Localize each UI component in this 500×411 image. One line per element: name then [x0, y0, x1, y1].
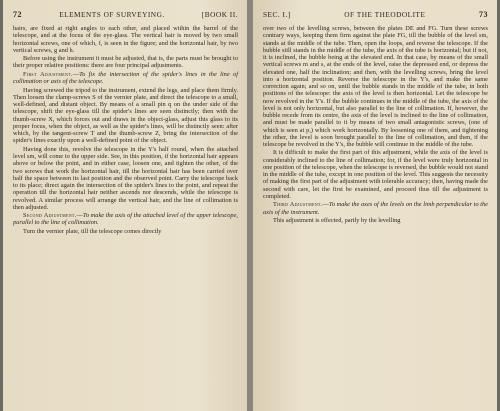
heading-text: To make the axes of the levels on the limb perpendicular to the axis of the instrument.	[263, 201, 488, 216]
heading-label: Second Adjustment.	[23, 212, 77, 220]
running-title: ELEMENTS OF SURVEYING.	[59, 10, 165, 19]
paragraph: hairs, are fixed at right angles to each other, and placed within the barrel of the telescope, and at the focus of the eye-glass. The vertical hair is moved by two small horizontal screws, one of which, f, is seen in the figure; and the horizontal hair, by two vertical screws, g and h.	[13, 25, 238, 54]
section-heading: Third Adjustment.—To make the axes of the levels on the limb perpendicular to the axis of the instrument.	[263, 201, 488, 216]
right-page-header	[263, 10, 488, 19]
heading-text: To fix the intersection of the spider's lines in the line of collimation or axis of the telescope.	[13, 70, 238, 86]
paragraph: Having done this, revolve the telescope in the Y's half round, when the attached level sm, will come to the upper side. See, in this position, if the horizontal hair appears above or below the point, and in either case, loosen one, and tighten the other, of the two screws that work the horizontal hair, till the horizontal hair has been carried over half the space between its last position and the observed point. Carry the telescope back to its place; direct again the intersection of the spider's lines to the point, and repeat the operation till the horizontal hair neither ascends nor descends, while the telescope is revolved. A similar process will arrange the vertical hair, and the line of collimation is then adjusted.	[13, 145, 238, 211]
paragraph: Turn the vernier plate, till the telescope comes directly	[23, 227, 162, 235]
paragraph: over two of the levelling screws, between the plates DE and FG. Turn these screws contrary ways, keeping them firm against the plate FG, till the bubble of the level sm, stands at the middle of the tube. Then, open the loops, and reverse the telescope. If the bubble still stands in the middle of the tube, the axis of the tube is horizontal; but if not, it is inclined, the bubble being at the elevated end. In that case, by means of the small vertical screws m and s, at the ends of the level, raise the depressed end, or depress the elevated one, half the inclination; and then, with the levelling screws, bring the level into a horizontal position. Reverse the telescope in the Y's, and make the same correction again; and so on, until the bubble stands in the middle of the tube, in both positions of the telescope: the axis of the level is then horizontal. Let the telescope be now revolved in the Y's. If the bubble continues in the middle of the tube, the axis of the level is not only horizontal, but also parallel to the line of collimation. If, however, the bubble recede from its centre, the axis of the level is inclined to the line of collimation, and must be made parallel to it by means of two small antagonistic screws, (one of which is seen at p,) which work horizontally. By loosening one of them, and tightening the other, the level is soon brought parallel to the line of collimation, and then, if the telescope be revolved in the Y's, the bubble will continue in the middle of the tube.	[263, 25, 488, 148]
left-page	[3, 0, 247, 411]
left-page-header	[13, 10, 238, 19]
page-number: 72	[13, 10, 22, 19]
paragraph: It is difficult to make the first part of this adjustment, while the axis of the level is considerably inclined to the line of collimation; for, if the level were truly horizontal in one position of the telescope, when the telescope is reversed, the bubble would not stand in the middle of the tube, except in one position of the level. This suggests the necessity of making the first part of the adjustment with tolerable accuracy; then, having made the second with care, let the first be examined, and proceed thus till the adjustment is completed.	[263, 149, 488, 200]
heading-label: Third Adjustment.	[273, 201, 323, 209]
book-label: [BOOK II.	[201, 10, 238, 19]
paragraph: This adjustment is effected, partly by the levelling	[273, 217, 401, 225]
paragraph: Having screwed the tripod to the instrument, extend the legs, and place them firmly. Then loosen the clamp-screws S of the vernier plate, and direct the telescope to a small, well-defined, and distant object. By means of a small pin q on the under side of the telescope, shift the eye-glass till the spider's lines are seen distinctly; then with the thumb-screw X, which forces out and draws in the object-glass, adjust this glass to its proper focus, when the object, as well as the spider's lines, will be distinctly seen: after which, by the tangent-screw T and the thumb-screw Z, bring the intersection of the spider's lines exactly upon a well-defined point of the object.	[13, 86, 238, 145]
right-page	[253, 0, 497, 411]
section-heading: First Adjustment.—To fix the intersection of the spider's lines in the line of collimation or axis of the telescope.	[13, 70, 238, 86]
section-label: SEC. I.]	[263, 10, 291, 19]
heading-label: First Adjustment.	[23, 70, 73, 78]
page-number: 73	[478, 10, 488, 19]
left-page-body	[13, 25, 238, 235]
paragraph: Before using the instrument it must be adjusted, that is, the parts must be brought to their proper relative positions: there are four principal adjustments.	[13, 55, 238, 70]
section-heading: Second Adjustment.—To make the axis of the attached level of the upper telescope, parallel to the line of collimation.	[13, 212, 238, 227]
right-page-body	[263, 25, 488, 224]
running-title: OF THE THEODOLITE	[344, 10, 426, 19]
heading-text: To make the axis of the attached level of the upper telescope, parallel to the line of collimation.	[13, 212, 238, 227]
